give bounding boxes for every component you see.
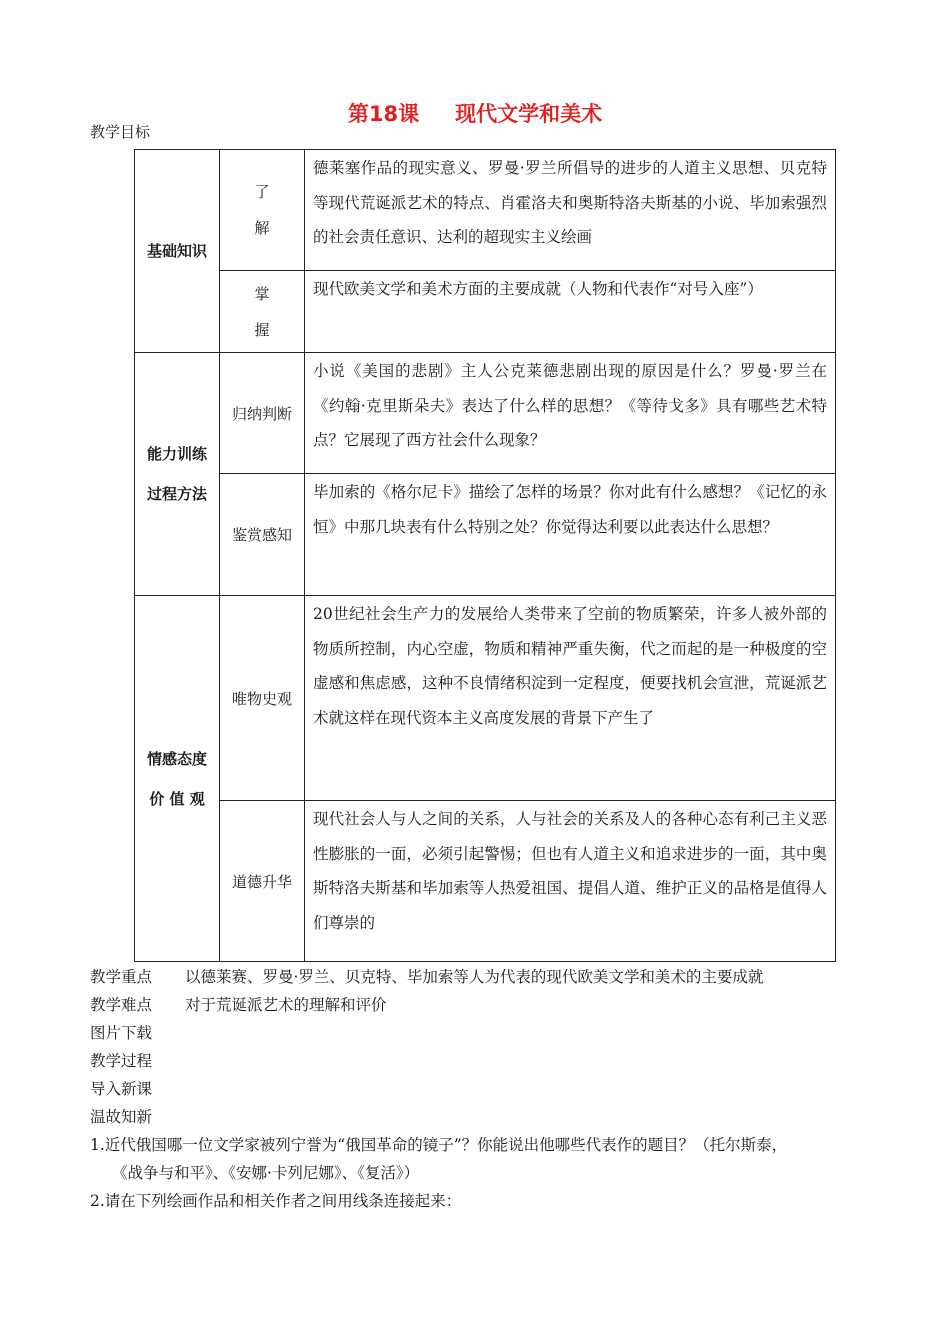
table-row: [135, 353, 836, 474]
category-label: 价 值 观: [149, 789, 205, 808]
subcategory-cell: 唯物史观: [220, 596, 305, 801]
table-row: [135, 596, 836, 801]
subcategory-cell: 归纳判断: [220, 353, 305, 474]
content-cell: 20世纪社会生产力的发展给人类带来了空前的物质繁荣，许多人被外部的物质所控制，内心空虚，物质和精神严重失衡，代之而起的是一种极度的空虚感和焦虑感，这种不良情绪积淀到一定程度，便要找机会宣泄，荒诞派艺术就这样在现代资本主义高度发展的背景下产生了: [305, 596, 836, 801]
heading-review: 温故知新: [90, 1108, 153, 1126]
objectives-label: 教学目标: [90, 123, 151, 141]
table-row: [135, 801, 836, 962]
lesson-body: [90, 963, 890, 1215]
category-label: 情感态度: [146, 749, 207, 768]
subcategory-cell: 鉴赏感知: [220, 474, 305, 596]
heading-introduction: 导入新课: [90, 1080, 153, 1098]
content-cell: 现代欧美文学和美术方面的主要成就（人物和代表作“对号入座”）: [305, 271, 836, 353]
content-cell: 现代社会人与人之间的关系，人与社会的关系及人的各种心态有利己主义恶性膨胀的一面，必须引起警惕；但也有人道主义和追求进步的一面，其中奥斯特洛夫斯基和毕加索等人热爱祖国、提倡人道、维护正义的品格是值得人们尊崇的: [305, 801, 836, 962]
content-cell: 德莱塞作品的现实意义、罗曼·罗兰所倡导的进步的人道主义思想、贝克特等现代荒诞派艺术的特点、肖霍洛夫和奥斯特洛夫斯基的小说、毕加索强烈的社会责任意识、达利的超现实主义绘画: [305, 150, 836, 271]
subcategory-char: 了: [254, 183, 270, 201]
question-1-line-1: 1.近代俄国哪一位文学家被列宁誉为“俄国革命的镜子”？你能说出他哪些代表作的题目？（托尔斯泰，: [90, 1136, 788, 1154]
content-cell: 小说《美国的悲剧》主人公克莱德悲剧出现的原因是什么？罗曼·罗兰在《约翰·克里斯朵夫》表达了什么样的思想？《等待戈多》具有哪些艺术特点？它展现了西方社会什么现象？: [305, 353, 836, 474]
key-point-text: 以德莱赛、罗曼·罗兰、贝克特、毕加索等人为代表的现代欧美文学和美术的主要成就: [185, 968, 764, 986]
question-1-line-2: 《战争与和平》、《安娜·卡列尼娜》、《复活》）: [112, 1164, 420, 1182]
subcategory-char: 握: [254, 320, 270, 339]
objectives-table: [134, 149, 836, 962]
question-2: 2.请在下列绘画作品和相关作者之间用线条连接起来：: [90, 1192, 462, 1210]
subcategory-cell: 道德升华: [220, 801, 305, 962]
difficulty-label: 教学难点: [90, 996, 153, 1014]
key-point-line: [90, 963, 890, 991]
category-cell: [135, 596, 220, 962]
subcategory-cell: [220, 271, 305, 353]
lesson-name: 现代文学和美术: [455, 102, 603, 126]
table-row: [135, 271, 836, 353]
subcategory-char: 解: [254, 219, 270, 237]
heading-teaching-process: 教学过程: [90, 1052, 153, 1070]
table-row: [135, 474, 836, 596]
category-label: 基础知识: [146, 242, 207, 260]
lesson-number: 第18课: [347, 102, 420, 126]
category-label: 能力训练: [146, 445, 207, 463]
subcategory-cell: [220, 150, 305, 271]
content-cell: 毕加索的《格尔尼卡》描绘了怎样的场景？你对此有什么感想？《记忆的永恒》中那几块表有什么特别之处？你觉得达利要以此表达什么思想？: [305, 474, 836, 596]
table-row: [135, 150, 836, 271]
difficulty-text: 对于荒诞派艺术的理解和评价: [185, 996, 387, 1014]
category-label: 过程方法: [146, 485, 207, 503]
key-point-label: 教学重点: [90, 968, 153, 986]
subcategory-char: 掌: [254, 284, 270, 303]
category-cell: [135, 150, 220, 353]
difficulty-line: [90, 991, 890, 1019]
heading-picture-download: 图片下载: [90, 1024, 153, 1042]
category-cell: [135, 353, 220, 596]
